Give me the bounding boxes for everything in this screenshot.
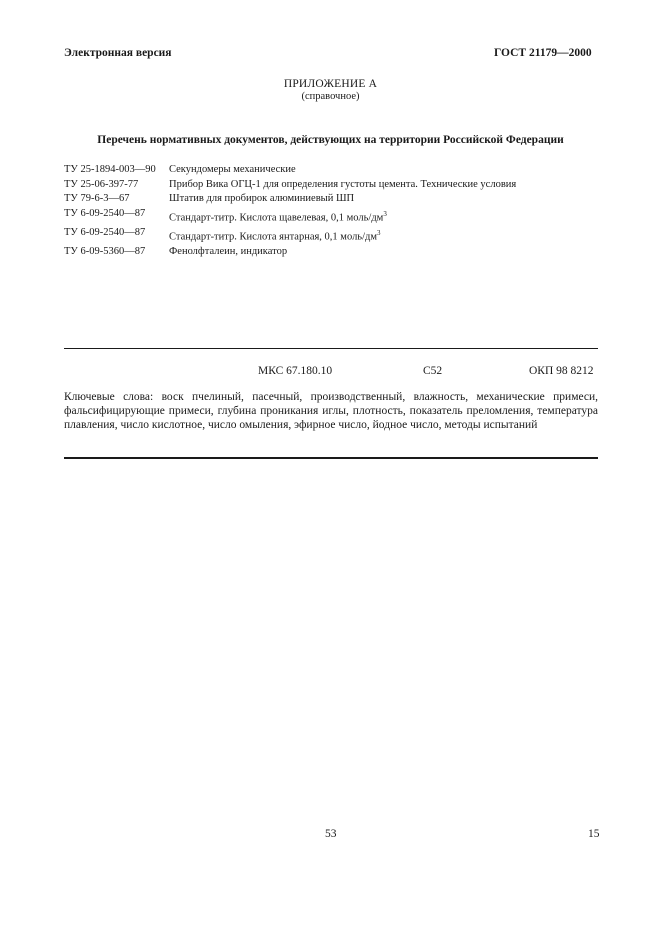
documents-list-title: Перечень нормативных документов, действующих на территории Российской Федерации (97, 134, 564, 146)
document-title: Прибор Вика ОГЦ-1 для определения густоты цемента. Технические условия (169, 178, 517, 190)
page-number-right: 15 (588, 828, 600, 840)
document-row (64, 226, 516, 245)
page-number-center: 53 (325, 828, 337, 840)
group-code: С52 (423, 365, 443, 377)
header-standard-number: ГОСТ 21179—2000 (494, 47, 592, 59)
document-row (64, 163, 516, 178)
document-code: ТУ 25-1894-003—90 (64, 164, 156, 175)
document-code: ТУ 6-09-2540—87 (64, 226, 146, 238)
top-divider (64, 348, 598, 349)
document-code: ТУ 6-09-5360—87 (64, 245, 146, 257)
appendix-title: ПРИЛОЖЕНИЕ А (283, 78, 378, 90)
document-code: ТУ 79-6-3—67 (64, 193, 130, 205)
superscript-3: 3 (383, 209, 387, 218)
appendix-subtitle: (справочное) (301, 91, 360, 102)
document-code: ТУ 25-06-397-77 (64, 178, 139, 190)
document-title: Фенолфталеин, индикатор (169, 245, 288, 257)
document-title: Стандарт-титр. Кислота янтарная, 0,1 моль/$дм^3$ (169, 228, 381, 243)
document-title: Стандарт-титр. Кислота щавелевая, 0,1 моль/$дм^3$ (169, 209, 387, 224)
superscript-3: 3 (377, 228, 381, 237)
document-row (64, 192, 516, 207)
bottom-divider (64, 457, 598, 459)
document-row (64, 207, 516, 226)
document-row (64, 245, 516, 260)
document-code: ТУ 6-09-2540—87 (64, 207, 146, 219)
mks-code: МКС 67.180.10 (258, 365, 333, 377)
header-left: Электронная версия (64, 47, 172, 59)
okp-code: ОКП 98 8212 (529, 365, 594, 377)
document-title: Секундомеры механические (169, 164, 296, 175)
documents-list (64, 163, 516, 260)
document-title: Штатив для пробирок алюминиевый ШП (169, 193, 355, 205)
keywords-paragraph: Ключевые слова: воск пчелиный, пасечный, производственный, влажность, механические примеси, фальсифицирующие примеси, глубина проникания иглы, плотность, показатель преломления, температура плавления, число кислотное, число омыления, эфирное число, йодное число, методы испытаний (64, 391, 598, 432)
document-row (64, 178, 516, 193)
